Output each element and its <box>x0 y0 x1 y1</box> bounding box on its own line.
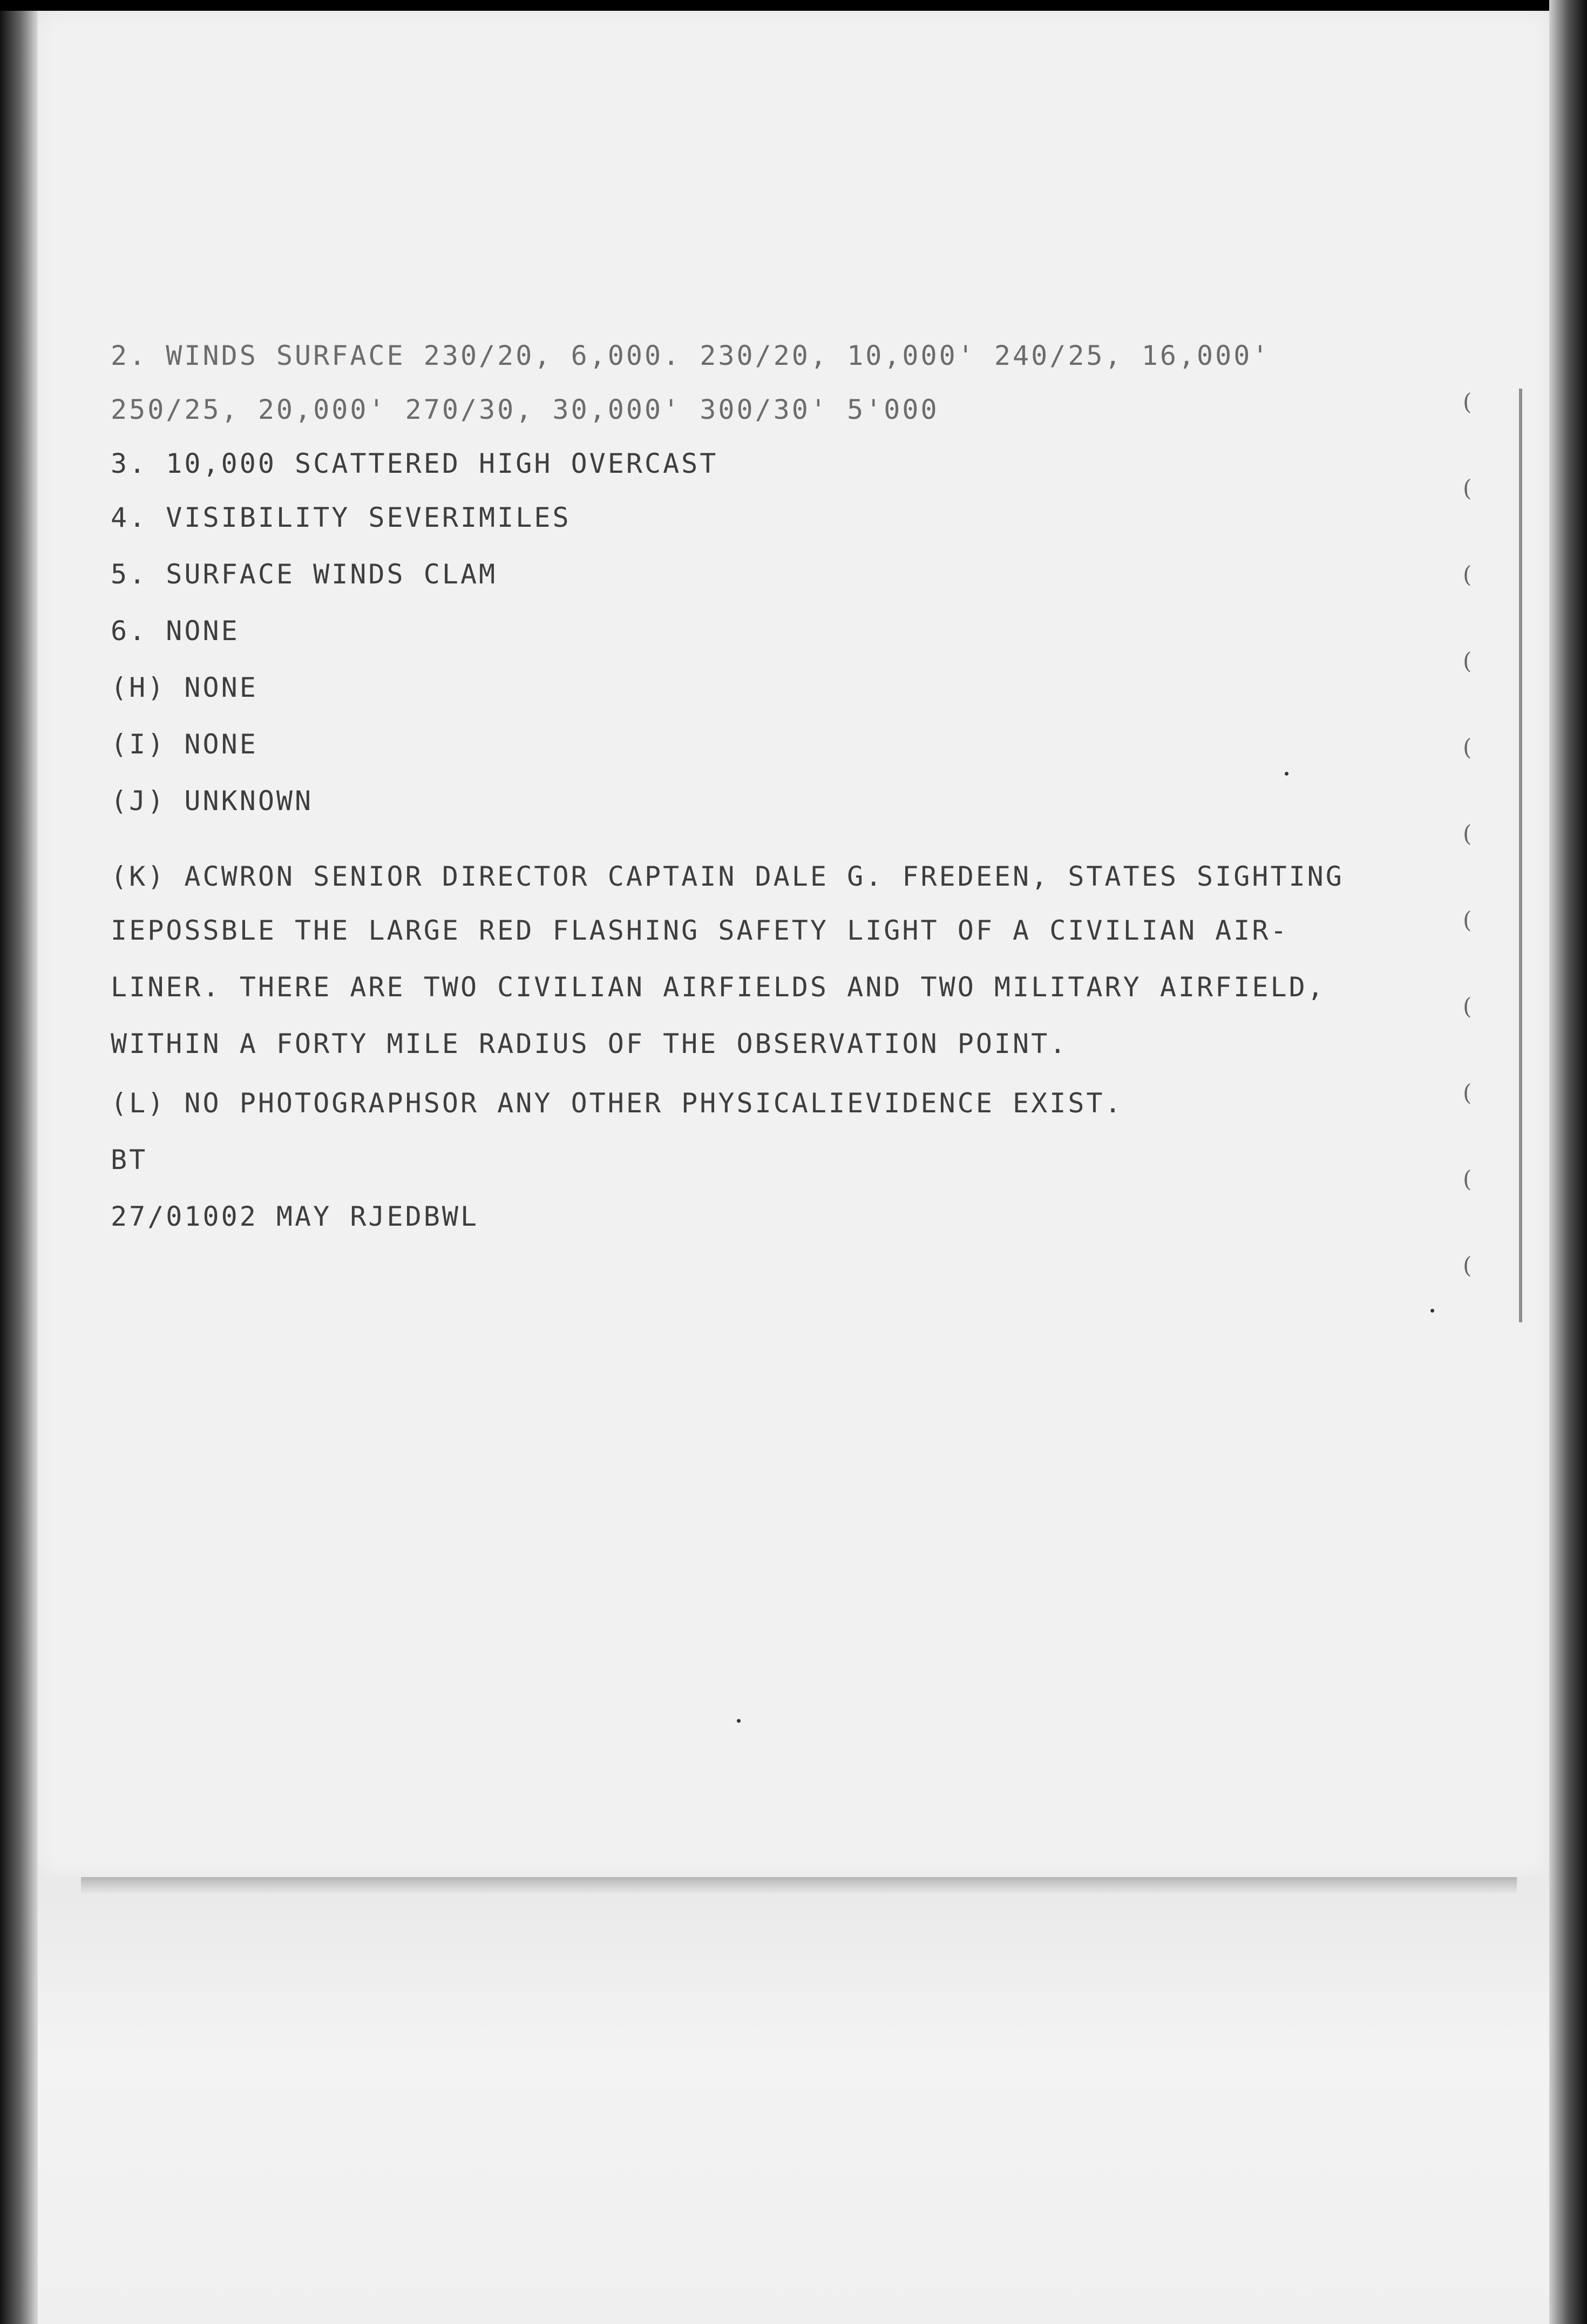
margin-tick: ( <box>1463 1079 1472 1106</box>
margin-tick: ( <box>1463 734 1472 760</box>
film-lower-area <box>38 1878 1549 2324</box>
text-line: WITHIN A FORTY MILE RADIUS OF THE OBSERVATION POINT. <box>111 1028 1068 1059</box>
text-line: (K) ACWRON SENIOR DIRECTOR CAPTAIN DALE G. FREDEEN, STATES SIGHTING <box>111 861 1344 892</box>
text-line: 6. NONE <box>111 615 240 647</box>
page-shadow-strip <box>81 1877 1517 1895</box>
film-right-edge <box>1549 0 1587 2324</box>
margin-tick: ( <box>1463 475 1472 501</box>
film-left-edge <box>0 11 38 2324</box>
margin-tick: ( <box>1463 907 1472 933</box>
margin-tick: ( <box>1463 561 1472 588</box>
text-line: 2. WINDS SURFACE 230/20, 6,000. 230/20, 10,000' 240/25, 16,000' <box>111 340 1271 371</box>
speck <box>737 1719 741 1723</box>
text-line: 5. SURFACE WINDS CLAM <box>111 559 498 590</box>
text-line: 3. 10,000 SCATTERED HIGH OVERCAST <box>111 448 718 479</box>
text-line: (H) NONE <box>111 672 258 703</box>
margin-tick: ( <box>1463 993 1472 1020</box>
text-line: BT <box>111 1144 148 1175</box>
margin-tick: ( <box>1463 1252 1472 1279</box>
margin-tick: ( <box>1463 1166 1472 1192</box>
text-line: (L) NO PHOTOGRAPHSOR ANY OTHER PHYSICALIEVIDENCE EXIST. <box>111 1088 1123 1119</box>
speck <box>1285 772 1288 776</box>
text-line: 4. VISIBILITY SEVERIMILES <box>111 502 571 533</box>
margin-tick: ( <box>1463 820 1472 847</box>
margin-rule <box>1519 389 1522 1322</box>
margin-tick: ( <box>1463 648 1472 674</box>
text-line: 250/25, 20,000' 270/30, 30,000' 300/30' 5'000 <box>111 394 939 425</box>
text-line: LINER. THERE ARE TWO CIVILIAN AIRFIELDS AND TWO MILITARY AIRFIELD, <box>111 971 1326 1003</box>
margin-tick: ( <box>1463 389 1472 415</box>
text-line: IEPOSSBLE THE LARGE RED FLASHING SAFETY LIGHT OF A CIVILIAN AIR- <box>111 915 1289 946</box>
text-line: (J) UNKNOWN <box>111 785 314 817</box>
speck <box>1430 1309 1434 1313</box>
text-line: (I) NONE <box>111 729 258 760</box>
text-line: 27/01002 MAY RJEDBWL <box>111 1201 479 1232</box>
